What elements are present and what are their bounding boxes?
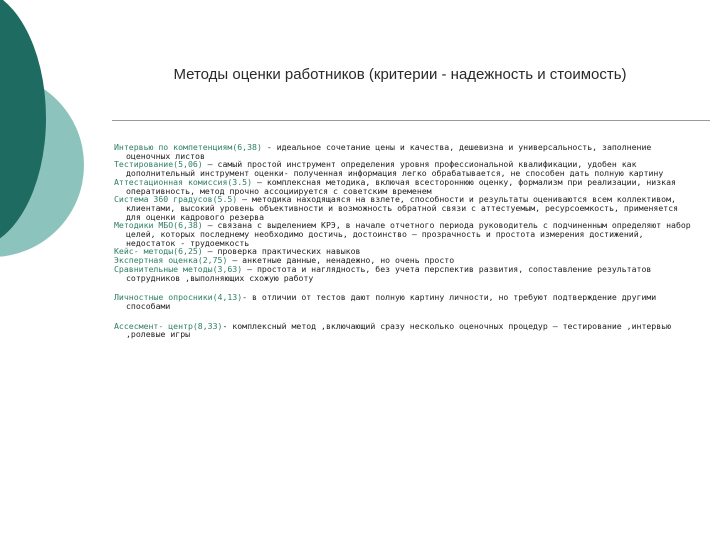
method-item-testing — [114, 160, 694, 177]
methods-list — [114, 143, 694, 339]
method-description: – комплексная методика, включая всестороннюю оценку, формализм при реализации, низкая оперативность, метод прочно ассоциируется с советским временем — [126, 176, 676, 196]
method-description: - в отличии от тестов дают полную картину личности, но требуют подтверждение другими способами — [126, 292, 657, 311]
method-description: – анкетные данные, ненадежно, но очень просто — [227, 255, 455, 266]
method-score: (4,13) — [212, 292, 243, 303]
method-score: (5,06) — [173, 159, 203, 170]
method-term: Экспертная оценка — [114, 255, 198, 266]
method-item-mbo — [114, 221, 694, 247]
method-item-personality — [114, 293, 694, 310]
method-score: (6,38) — [173, 220, 203, 231]
method-term: Личностные опросники — [114, 292, 213, 303]
method-item-assessment — [114, 322, 694, 339]
method-term: Тестирование — [114, 159, 174, 170]
method-description: – методика находящаяся на взлете, способности и результаты оцениваются всем коллективом, клиентами, высокий уровень объективности и возможность обратной связи с аттестуемым, ресурсоемкость, применяется для оценки кадрового резерва — [126, 194, 679, 222]
method-score: (6,25) — [173, 246, 203, 257]
method-term: Кейс- методы — [114, 246, 174, 257]
method-description: - идеальное сочетание цены и качества, дешевизна и универсальность, заполнение оценочных листов — [126, 142, 652, 161]
method-score: (3.5) — [227, 176, 253, 187]
method-description: – простота и наглядность, без учета перспектив развития, сопоставление результатов сотрудников ,выполняющих схожую работу — [126, 263, 652, 283]
method-score: (8,33) — [192, 320, 223, 331]
method-score: (5.5) — [212, 194, 238, 205]
method-item-comparative — [114, 265, 694, 282]
method-description: - комплексный метод ,включающий сразу несколько оценочных процедур – тестирование ,интервью ,ролевые игры — [126, 320, 672, 340]
method-description: – самый простой инструмент определения уровня профессиональной квалификации, удобен как дополнительный инструмент оценки- полученная информация легко обрабатывается, не способен дать полную картину — [126, 159, 664, 179]
slide-title: Методы оценки работников (критерии - надежность и стоимость) — [173, 66, 627, 83]
decorative-circles — [0, 0, 120, 540]
method-score: (6,38) — [232, 142, 262, 152]
method-item-commission — [114, 178, 694, 195]
method-term: Аттестационная комиссия — [114, 176, 228, 187]
method-description: – связана с выделением КРЭ, в начале отчетного периода руководитель с подчиненным определяют набор целей, которых последнему необходимо достичь, достоинство – прозрачность и простота измерения достижений, недостаток - трудоемкость — [126, 220, 691, 248]
method-term: Интервью по компетенциям — [114, 142, 233, 152]
method-term: Сравнительные методы — [114, 263, 213, 274]
method-description: – проверка практических навыков — [202, 246, 361, 257]
method-term: Ассесмент- центр — [114, 320, 193, 331]
method-item-360 — [114, 195, 694, 221]
slide-decoration — [0, 0, 120, 540]
method-term: Методики МБО — [114, 220, 174, 231]
method-term: Система 360 градусов — [114, 194, 213, 205]
title-divider — [112, 120, 710, 121]
method-score: (2,75) — [197, 255, 228, 266]
method-score: (3,63) — [212, 263, 243, 274]
method-item-interview — [114, 143, 694, 160]
